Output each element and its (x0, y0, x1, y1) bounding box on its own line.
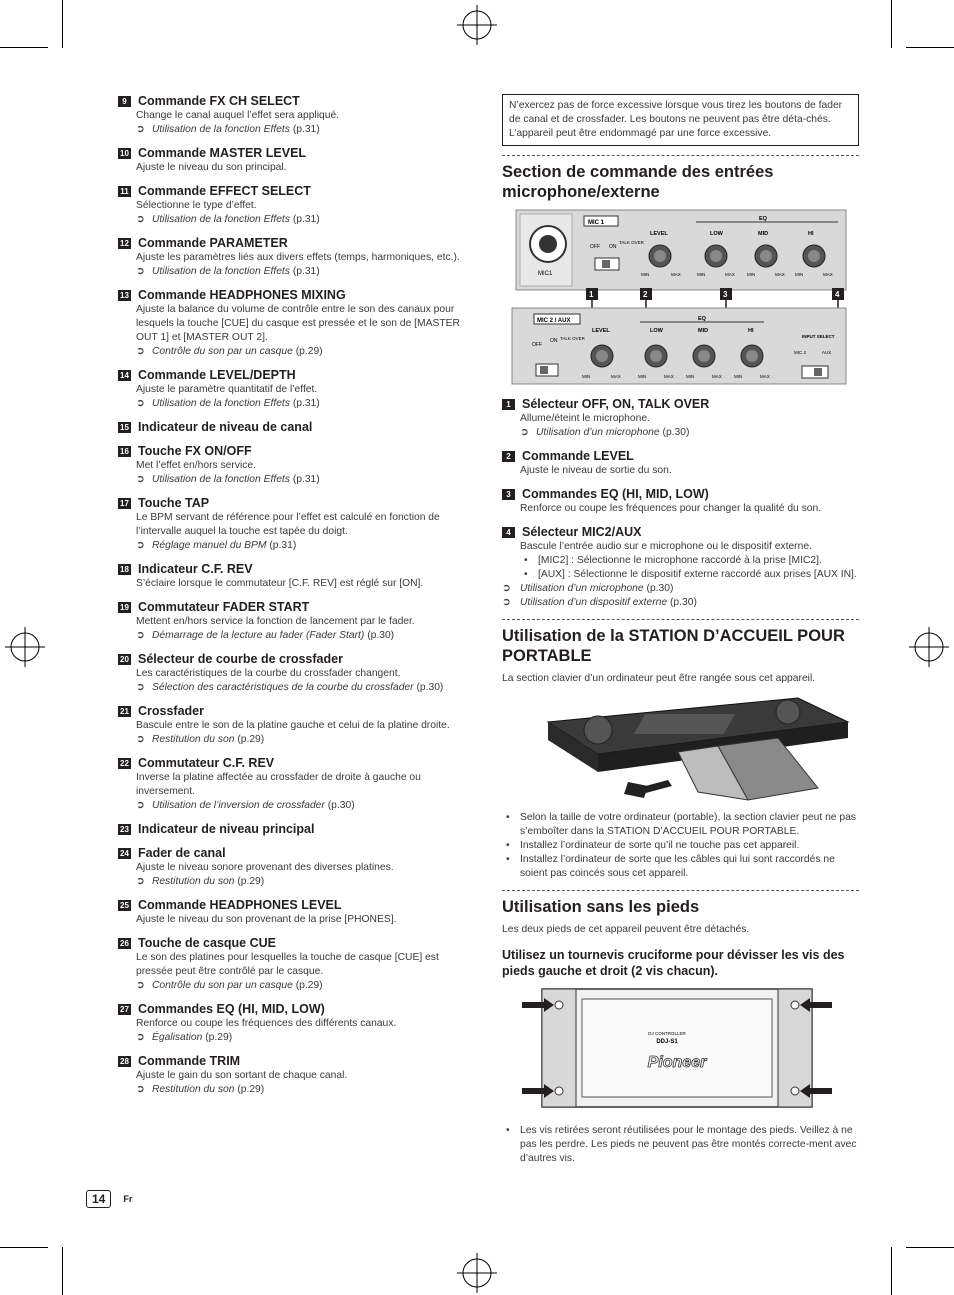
left-column (118, 94, 478, 1106)
reference-page: (p.29) (205, 1032, 233, 1043)
label-level: LEVEL (650, 231, 668, 237)
control-heading (118, 146, 478, 161)
reference-arrow-icon: ➲ (520, 427, 529, 438)
reference-page: (p.31) (269, 540, 297, 551)
feet-bullets (502, 1124, 860, 1166)
control-item (118, 184, 478, 227)
control-description: Renforce ou coupe les fréquences des différents canaux. (136, 1018, 397, 1029)
reference-arrow-icon: ➲ (136, 876, 145, 887)
control-item (502, 487, 860, 516)
control-item (118, 822, 478, 837)
device-label: DJ CONTROLLER (648, 1031, 686, 1036)
control-heading (118, 562, 478, 577)
label-on: ON (609, 244, 617, 250)
control-title: Commandes EQ (HI, MID, LOW) (138, 1002, 325, 1016)
control-item (118, 898, 478, 927)
control-title: Touche FX ON/OFF (138, 444, 252, 458)
label-max: MAX (611, 374, 621, 379)
control-title: Commande HEADPHONES LEVEL (138, 898, 342, 912)
reference-link[interactable]: Utilisation de la fonction Effets (152, 214, 290, 225)
crop-mark (0, 1247, 48, 1248)
control-heading (118, 846, 478, 861)
cross-reference (118, 397, 478, 411)
screw-icon (791, 1001, 799, 1009)
label-min: MIN (734, 374, 743, 379)
reference-arrow-icon: ➲ (136, 474, 145, 485)
control-heading (118, 496, 478, 511)
control-heading (502, 449, 860, 464)
section-title-feet: Utilisation sans les pieds (502, 898, 700, 916)
cross-reference (118, 123, 478, 137)
control-description: Ajuste le gain du son sortant de chaque canal. (136, 1070, 348, 1081)
control-item (118, 94, 478, 137)
reference-page: (p.30) (669, 597, 697, 608)
crop-mark (906, 47, 954, 48)
reference-link[interactable]: Utilisation d’un dispositif externe (520, 597, 668, 608)
control-description: Change le canal auquel l’effet sera appliqué. (136, 110, 340, 121)
control-heading (118, 898, 478, 913)
reference-arrow-icon: ➲ (136, 214, 145, 225)
reference-page: (p.30) (646, 583, 674, 594)
control-heading (118, 1054, 478, 1069)
control-description: Sélectionne le type d’effet. (136, 200, 257, 211)
reference-page: (p.29) (237, 1084, 265, 1095)
mic2-aux-label: MIC 2 / AUX (537, 318, 571, 324)
control-description: Ajuste le niveau sonore provenant des diverses platines. (136, 862, 394, 873)
control-description: Ajuste le niveau du son provenant de la prise [PHONES]. (136, 914, 397, 925)
reference-arrow-icon: ➲ (136, 1032, 145, 1043)
control-heading (118, 368, 478, 383)
item-number: 20 (118, 654, 131, 665)
crop-mark (891, 0, 892, 48)
control-item (118, 756, 478, 813)
screw-icon (791, 1087, 799, 1095)
reference-page: (p.31) (292, 266, 320, 277)
item-number: 23 (118, 824, 131, 835)
screw-icon (555, 1087, 563, 1095)
mic2-aux-options (502, 554, 860, 582)
cross-reference (118, 733, 478, 747)
item-number: 18 (118, 564, 131, 575)
control-heading (118, 420, 478, 435)
reference-page: (p.30) (327, 800, 355, 811)
control-heading (118, 822, 478, 837)
item-number: 9 (118, 96, 131, 107)
label-min: MIN (795, 272, 804, 277)
control-heading (118, 600, 478, 615)
reference-page: (p.30) (416, 682, 444, 693)
control-title: Commande LEVEL/DEPTH (138, 368, 296, 382)
control-title: Indicateur de niveau de canal (138, 420, 313, 434)
control-description: Ajuste le niveau du son principal. (136, 162, 287, 173)
control-description: Ajuste les paramètres liés aux divers effets (temps, harmoniques, etc.). (136, 252, 460, 263)
page-number: 14 (86, 1190, 111, 1208)
brand-logo: Pioneer (647, 1054, 707, 1071)
control-heading (118, 1002, 478, 1017)
item-number: 15 (118, 422, 131, 433)
crop-mark (891, 1247, 892, 1295)
control-title: Crossfader (138, 704, 204, 718)
reference-arrow-icon: ➲ (136, 980, 145, 991)
reference-page: (p.29) (295, 346, 323, 357)
item-number: 1 (502, 399, 515, 410)
control-title: Indicateur de niveau principal (138, 822, 315, 836)
item-number: 17 (118, 498, 131, 509)
label-input-select: INPUT SELECT (802, 334, 835, 339)
control-title: Commande TRIM (138, 1054, 241, 1068)
label-mid: MID (758, 231, 769, 237)
crop-mark (906, 1247, 954, 1248)
label-max: MAX (823, 272, 833, 277)
control-title: Fader de canal (138, 846, 226, 860)
cross-reference (118, 1083, 478, 1097)
control-item (118, 146, 478, 175)
control-title: Sélecteur OFF, ON, TALK OVER (522, 397, 710, 411)
label-on: ON (550, 338, 558, 344)
control-description: Allume/éteint le microphone. (520, 413, 650, 424)
cross-reference (502, 426, 860, 440)
item-number: 19 (118, 602, 131, 613)
reference-arrow-icon: ➲ (502, 597, 511, 608)
cross-reference (118, 473, 478, 487)
item-number: 13 (118, 290, 131, 301)
control-item (118, 288, 478, 359)
reference-link[interactable]: Utilisation de l’inversion de crossfader (152, 800, 325, 811)
mic1-label: MIC 1 (588, 220, 605, 226)
item-number: 10 (118, 148, 131, 159)
control-heading (502, 397, 860, 412)
label-low: LOW (650, 328, 663, 334)
cross-reference (118, 213, 478, 227)
reference-link[interactable]: Contrôle du son par un casque (152, 980, 293, 991)
control-heading (502, 525, 860, 540)
control-title: Sélecteur de courbe de crossfader (138, 652, 343, 666)
registration-mark-icon (457, 5, 497, 45)
reference-link[interactable]: Utilisation d’un microphone (520, 583, 644, 594)
control-item (118, 846, 478, 889)
reference-arrow-icon: ➲ (136, 1084, 145, 1095)
reference-arrow-icon: ➲ (502, 583, 511, 594)
reference-page: (p.31) (292, 214, 320, 225)
feet-instruction: Utilisez un tournevis cruciforme pour dévisser les vis des pieds gauche et droit (2 vis chacun). (502, 948, 845, 978)
registration-mark-icon (909, 627, 949, 667)
control-heading (118, 936, 478, 951)
reference-link[interactable]: Utilisation de la fonction Effets (152, 124, 290, 135)
control-item (118, 704, 478, 747)
label-mic2: MIC 2 (794, 350, 807, 355)
control-item (118, 1002, 478, 1045)
control-heading (118, 756, 478, 771)
reference-arrow-icon: ➲ (136, 682, 145, 693)
cross-reference (118, 265, 478, 279)
reference-link[interactable]: Utilisation de la fonction Effets (152, 474, 290, 485)
control-title: Commande LEVEL (522, 449, 634, 463)
control-heading (118, 236, 478, 251)
control-title: Commutateur C.F. REV (138, 756, 275, 770)
control-item (502, 525, 860, 554)
cross-reference (118, 979, 478, 993)
label-min: MIN (686, 374, 695, 379)
label-hi: HI (808, 231, 814, 237)
item-number: 24 (118, 848, 131, 859)
cross-reference (118, 345, 478, 359)
callout-1: 1 (589, 290, 594, 299)
registration-mark-icon (5, 627, 45, 667)
cross-reference (118, 799, 478, 813)
reference-page: (p.29) (237, 734, 265, 745)
item-number: 2 (502, 451, 515, 462)
feet-screw-diagram (522, 985, 832, 1113)
control-heading (118, 288, 478, 303)
control-description: Bascule entre le son de la platine gauche et celui de la platine droite. (136, 720, 450, 731)
reference-arrow-icon: ➲ (136, 124, 145, 135)
control-title: Commutateur FADER START (138, 600, 310, 614)
label-off: OFF (532, 342, 542, 348)
station-bullets (502, 811, 860, 881)
label-min: MIN (638, 374, 647, 379)
item-number: 14 (118, 370, 131, 381)
control-description: Met l’effet en/hors service. (136, 460, 256, 471)
mic1-jack-label: MIC1 (538, 271, 553, 277)
callout-4: 4 (835, 290, 840, 299)
reference-page: (p.29) (295, 980, 323, 991)
section-title-mic: Section de commande des entrées microphone/externe (502, 163, 774, 201)
control-description: Ajuste la balance du volume de contrôle entre le son des canaux pour lesquels la touche [CUE] du casque est pressée et le son de [MASTER OUT 1] et [MASTER OUT 2]. (136, 304, 460, 343)
crop-mark (62, 1247, 63, 1295)
reference-page: (p.31) (292, 474, 320, 485)
control-description: Renforce ou coupe les fréquences pour changer la qualité du son. (520, 503, 822, 514)
page-footer (86, 1190, 132, 1208)
control-title: Commande FX CH SELECT (138, 94, 300, 108)
divider (502, 619, 859, 620)
list-item: • Installez l’ordinateur de sorte que les câbles qui lui sont raccordés ne soient pas coincés sous cet appareil. (502, 853, 860, 881)
list-item: • [MIC2] : Sélectionne le microphone raccordé à la prise [MIC2]. (502, 554, 860, 568)
laptop-station-illustration (528, 692, 858, 802)
label-max: MAX (712, 374, 722, 379)
mic-control-diagram (502, 208, 850, 386)
reference-arrow-icon: ➲ (136, 346, 145, 357)
reference-arrow-icon: ➲ (136, 800, 145, 811)
label-max: MAX (671, 272, 681, 277)
callout-3: 3 (723, 290, 728, 299)
control-item (118, 420, 478, 435)
reference-link[interactable]: Réglage manuel du BPM (152, 540, 267, 551)
control-description: S’éclaire lorsque le commutateur [C.F. REV] est réglé sur [ON]. (136, 578, 424, 589)
label-eq: EQ (759, 216, 767, 222)
reference-arrow-icon: ➲ (136, 266, 145, 277)
label-talk-over: TALK OVER (619, 240, 644, 245)
control-item (118, 368, 478, 411)
control-heading (118, 94, 478, 109)
control-heading (118, 652, 478, 667)
label-max: MAX (760, 374, 770, 379)
control-heading (118, 444, 478, 459)
screw-icon (555, 1001, 563, 1009)
item-number: 3 (502, 489, 515, 500)
reference-page: (p.29) (237, 876, 265, 887)
item-number: 11 (118, 186, 131, 197)
control-item (502, 449, 860, 478)
control-title: Touche TAP (138, 496, 210, 510)
label-low: LOW (710, 231, 723, 237)
registration-mark-icon (457, 1253, 497, 1293)
reference-link[interactable]: Restitution du son (152, 734, 235, 745)
crop-mark (0, 47, 48, 48)
label-mid: MID (698, 328, 709, 334)
list-item: • [AUX] : Sélectionne le dispositif externe raccordé aux prises [AUX IN]. (502, 568, 860, 582)
control-item (118, 496, 478, 553)
feet-intro: Les deux pieds de cet appareil peuvent être détachés. (502, 924, 750, 935)
control-item (118, 652, 478, 695)
cross-reference (118, 681, 478, 695)
list-item: • Selon la taille de votre ordinateur (portable), la section clavier peut ne pas s’emboîter dans la STATION D’ACCUEIL POUR PORTABLE. (502, 811, 860, 839)
cross-reference (118, 629, 478, 643)
control-item (118, 600, 478, 643)
control-item (118, 444, 478, 487)
reference-link[interactable]: Contrôle du son par un casque (152, 346, 293, 357)
reference-arrow-icon: ➲ (136, 540, 145, 551)
reference-page: (p.31) (292, 398, 320, 409)
item-number: 25 (118, 900, 131, 911)
label-level: LEVEL (592, 328, 610, 334)
label-min: MIN (641, 272, 650, 277)
control-description: Mettent en/hors service la fonction de lancement par le fader. (136, 616, 415, 627)
right-column (502, 94, 860, 1166)
label-min: MIN (747, 272, 756, 277)
control-title: Touche de casque CUE (138, 936, 276, 950)
control-title: Sélecteur MIC2/AUX (522, 525, 642, 539)
reference-link[interactable]: Utilisation de la fonction Effets (152, 266, 290, 277)
cross-reference (118, 1031, 478, 1045)
reference-link[interactable]: Égalisation (152, 1032, 203, 1043)
item-number: 28 (118, 1056, 131, 1067)
item-number: 12 (118, 238, 131, 249)
control-item (118, 1054, 478, 1097)
control-title: Commandes EQ (HI, MID, LOW) (522, 487, 709, 501)
list-item: • Les vis retirées seront réutilisées pour le montage des pieds. Veillez à ne pas les perdre. Les pieds ne peuvent pas être montés correcte-ment avec d’autres vis. (502, 1124, 860, 1166)
reference-link[interactable]: Restitution du son (152, 1084, 235, 1095)
label-off: OFF (590, 244, 600, 250)
crop-mark (62, 0, 63, 48)
divider (502, 890, 859, 891)
control-title: Commande PARAMETER (138, 236, 288, 250)
cross-reference (502, 596, 860, 610)
reference-link[interactable]: Utilisation d’un microphone (536, 427, 660, 438)
control-heading (118, 704, 478, 719)
reference-link[interactable]: Utilisation de la fonction Effets (152, 398, 290, 409)
control-description: Ajuste le niveau de sortie du son. (520, 465, 672, 476)
control-item (118, 236, 478, 279)
control-title: Indicateur C.F. REV (138, 562, 253, 576)
label-max: MAX (664, 374, 674, 379)
item-number: 16 (118, 446, 131, 457)
control-description: Ajuste le paramètre quantitatif de l’effet. (136, 384, 318, 395)
cross-reference (118, 875, 478, 889)
cross-reference (502, 582, 860, 596)
reference-arrow-icon: ➲ (136, 734, 145, 745)
reference-link[interactable]: Sélection des caractéristiques de la courbe du crossfader (152, 682, 414, 693)
item-number: 22 (118, 758, 131, 769)
divider (502, 155, 859, 156)
reference-arrow-icon: ➲ (136, 398, 145, 409)
control-description: Inverse la platine affectée au crossfader de droite à gauche ou inversement. (136, 772, 421, 797)
station-intro: La section clavier d’un ordinateur peut être rangée sous cet appareil. (502, 673, 816, 684)
item-number: 26 (118, 938, 131, 949)
label-min: MIN (582, 374, 591, 379)
reference-link[interactable]: Démarrage de la lecture au fader (Fader Start) (152, 630, 365, 641)
reference-page: (p.30) (367, 630, 395, 641)
callout-2: 2 (643, 290, 648, 299)
control-item (502, 397, 860, 440)
label-max: MAX (775, 272, 785, 277)
control-title: Commande HEADPHONES MIXING (138, 288, 346, 302)
section-title-station: Utilisation de la STATION D’ACCUEIL POUR PORTABLE (502, 627, 845, 665)
list-item: • Installez l’ordinateur de sorte qu’il ne touche pas cet appareil. (502, 839, 860, 853)
control-title: Commande MASTER LEVEL (138, 146, 307, 160)
control-heading (502, 487, 860, 502)
control-item (118, 936, 478, 993)
label-max: MAX (725, 272, 735, 277)
caution-note: N’exercez pas de force excessive lorsque vous tirez les boutons de fader de canal et de crossfader. Les boutons ne peuvent pas être déta-chés. L’appareil peut être endommagé par une force excessive. (502, 94, 859, 146)
control-description: Les caractéristiques de la courbe du crossfader changent. (136, 668, 401, 679)
label-aux: AUX (822, 350, 832, 355)
reference-page: (p.31) (292, 124, 320, 135)
control-description: Le BPM servant de référence pour l’effet est calculé en fonction de l’intervalle auquel la touche est tapée du doigt. (136, 512, 440, 537)
control-title: Commande EFFECT SELECT (138, 184, 311, 198)
reference-link[interactable]: Restitution du son (152, 876, 235, 887)
label-min: MIN (697, 272, 706, 277)
cross-reference (118, 539, 478, 553)
label-hi: HI (748, 328, 754, 334)
item-number: 27 (118, 1004, 131, 1015)
label-talk-over: TALK OVER (560, 336, 585, 341)
control-description: Bascule l’entrée audio sur e microphone ou le dispositif externe. (520, 541, 812, 552)
item-number: 21 (118, 706, 131, 717)
reference-arrow-icon: ➲ (136, 630, 145, 641)
reference-page: (p.30) (662, 427, 690, 438)
control-item (118, 562, 478, 591)
label-eq: EQ (698, 316, 706, 322)
device-model: DDJ-S1 (656, 1039, 678, 1045)
control-description: Le son des platines pour lesquelles la touche de casque [CUE] est pressée peut être contrôlé par le casque. (136, 952, 439, 977)
item-number: 4 (502, 527, 515, 538)
control-heading (118, 184, 478, 199)
language-code: Fr (123, 1194, 133, 1204)
